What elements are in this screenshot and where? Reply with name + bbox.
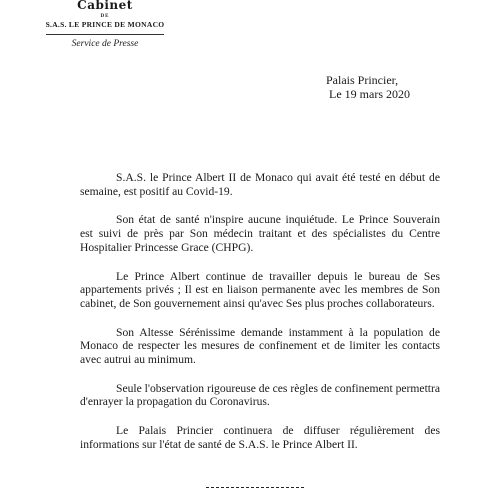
- place-date: [326, 73, 410, 101]
- paragraph: Le Palais Princier continuera de diffuser régulièrement des informations sur l'état de santé de S.A.S. le Prince Albert II.: [80, 424, 440, 451]
- paragraph: Son état de santé n'inspire aucune inquiétude. Le Prince Souverain est suivi de près par Son médecin traitant et des spécialistes du Centre Hospitalier Princesse Grace (CHPG).: [80, 213, 440, 254]
- letterhead-divider: [46, 34, 164, 35]
- letterhead-cabinet: Cabinet: [77, 0, 133, 12]
- press-release-body: [80, 171, 440, 467]
- letterhead-service: Service de Presse: [71, 39, 139, 49]
- letterhead: [30, 0, 180, 50]
- place-label: Palais Princier,: [326, 73, 399, 87]
- paragraph: S.A.S. le Prince Albert II de Monaco qui avait été testé en début de semaine, est positif au Covid-19.: [80, 171, 440, 198]
- paragraph: Seule l'observation rigoureuse de ces règles de confinement permettra d'enrayer la propagation du Coronavirus.: [80, 381, 441, 409]
- date-label: Le 19 mars 2020: [329, 87, 410, 101]
- paragraph: Son Altesse Sérénissime demande instamment à la population de Monaco de respecter les mesures de confinement et de limiter les contacts avec autrui au minimum.: [80, 325, 440, 367]
- footer-divider: [206, 487, 304, 488]
- paragraph: Le Prince Albert continue de travailler depuis le bureau de Ses appartements privés ; Il est en liaison permanente avec les membres de Son cabinet, de Son gouvernement ainsi qu'avec Ses plus proches collaborateurs.: [80, 269, 440, 310]
- letterhead-prince: S.A.S. LE PRINCE DE MONACO: [45, 20, 165, 29]
- letterhead-de: DE: [100, 14, 110, 19]
